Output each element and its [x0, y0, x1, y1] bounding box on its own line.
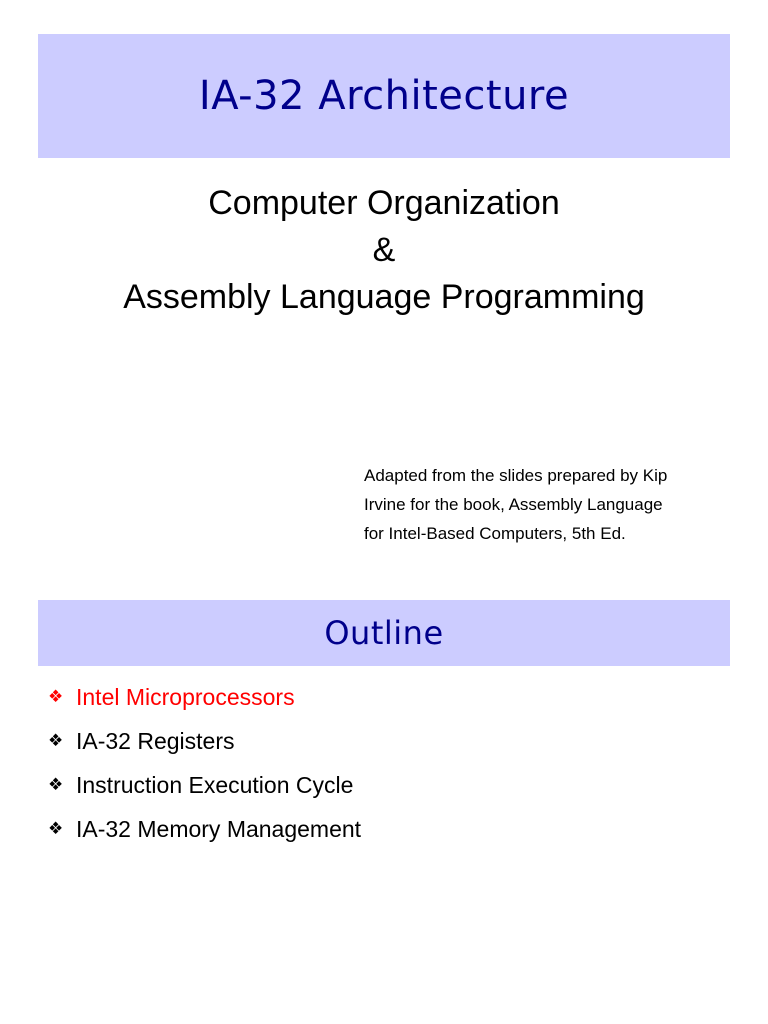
credit-line: for Intel-Based Computers, 5th Ed.	[364, 524, 626, 543]
slide-title: IA-32 Architecture	[198, 73, 570, 119]
outline-title: Outline	[324, 614, 444, 652]
outline-item-instruction-execution-cycle	[48, 763, 361, 807]
outline-item-ia32-memory-management	[48, 807, 361, 851]
outline-item-label: IA-32 Memory Management	[76, 815, 362, 842]
diamond-bullet-icon: ❖	[48, 731, 64, 750]
diamond-bullet-icon: ❖	[48, 687, 64, 706]
outline-item-label: Intel Microprocessors	[76, 683, 295, 710]
credit-line: Irvine for the book, Assembly Language	[364, 495, 663, 514]
diamond-bullet-icon: ❖	[48, 819, 64, 838]
outline-list	[48, 675, 361, 851]
credit-line: Adapted from the slides prepared by Kip	[364, 466, 668, 485]
outline-item-intel-microprocessors	[48, 675, 361, 719]
outline-item-label: IA-32 Registers	[76, 727, 235, 754]
subtitle-line: Computer Organization	[208, 184, 560, 222]
subtitle	[0, 180, 768, 321]
outline-banner	[38, 600, 730, 666]
subtitle-line: Assembly Language Programming	[123, 278, 645, 316]
subtitle-line: &	[372, 231, 396, 269]
outline-item-ia32-registers	[48, 719, 361, 763]
diamond-bullet-icon: ❖	[48, 775, 64, 794]
credit-note	[364, 461, 734, 548]
title-banner	[38, 34, 730, 158]
outline-item-label: Instruction Execution Cycle	[76, 771, 354, 798]
